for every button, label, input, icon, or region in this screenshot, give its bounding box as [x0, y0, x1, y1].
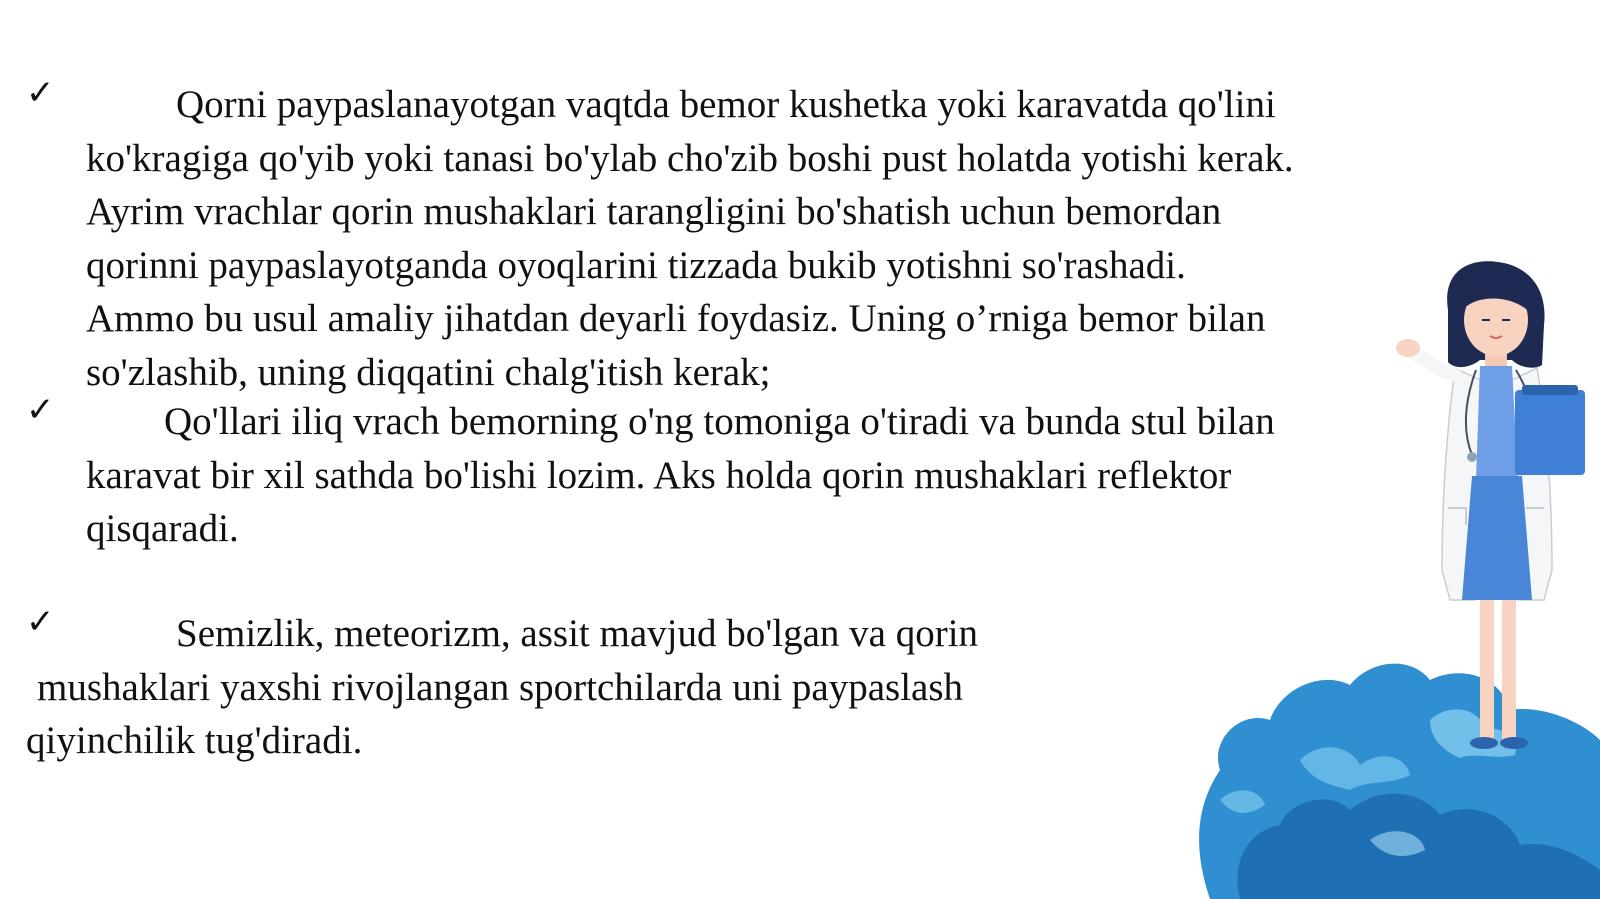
paragraph-line: qorinni paypaslayotganda oyoqlarini tizzada bukib yotishni so'rashadi.: [86, 243, 1186, 287]
paragraph-line: so'zlashib, uning diqqatini chalg'itish kerak;: [86, 350, 771, 394]
bullet-paragraph-1: [86, 78, 1294, 399]
checkmark-icon: ✓: [26, 390, 55, 430]
bullet-paragraph-2: [86, 395, 1275, 556]
paragraph-line: Qo'llari iliq vrach bemorning o'ng tomoniga o'tiradi va bunda stul bilan: [164, 400, 1275, 443]
paragraph-line: qiyinchilik tug'diradi.: [26, 719, 363, 762]
paragraph-line: Semizlik, meteorizm, assit mavjud bo'lgan va qorin: [176, 612, 979, 655]
paragraph-line: ko'kragiga qo'yib yoki tanasi bo'ylab cho'zib boshi pust holatda yotishi kerak.: [86, 136, 1294, 180]
paragraph-line: qisqaradi.: [86, 507, 239, 550]
paragraph-line: mushaklari yaxshi rivojlangan sportchilarda uni paypaslash: [37, 665, 964, 709]
paragraph-line: karavat bir xil sathda bo'lishi lozim. Aks holda qorin mushaklari reflektor: [86, 453, 1232, 497]
bullet-paragraph-3: [26, 602, 979, 768]
paragraph-line: Ayrim vrachlar qorin mushaklari tarangligini bo'shatish uchun bemordan: [86, 190, 1222, 233]
checkmark-icon: ✓: [26, 602, 55, 642]
blue-smoke-decoration: [1199, 664, 1600, 899]
paragraph-line: Ammo bu usul amaliy jihatdan deyarli foydasiz. Uning o’rniga bemor bilan: [86, 297, 1266, 340]
checkmark-icon: ✓: [26, 73, 55, 113]
doctor-illustration: [1180, 240, 1600, 899]
paragraph-line: Qorni paypaslanayotgan vaqtda bemor kushetka yoki karavatda qo'lini: [176, 83, 1276, 126]
